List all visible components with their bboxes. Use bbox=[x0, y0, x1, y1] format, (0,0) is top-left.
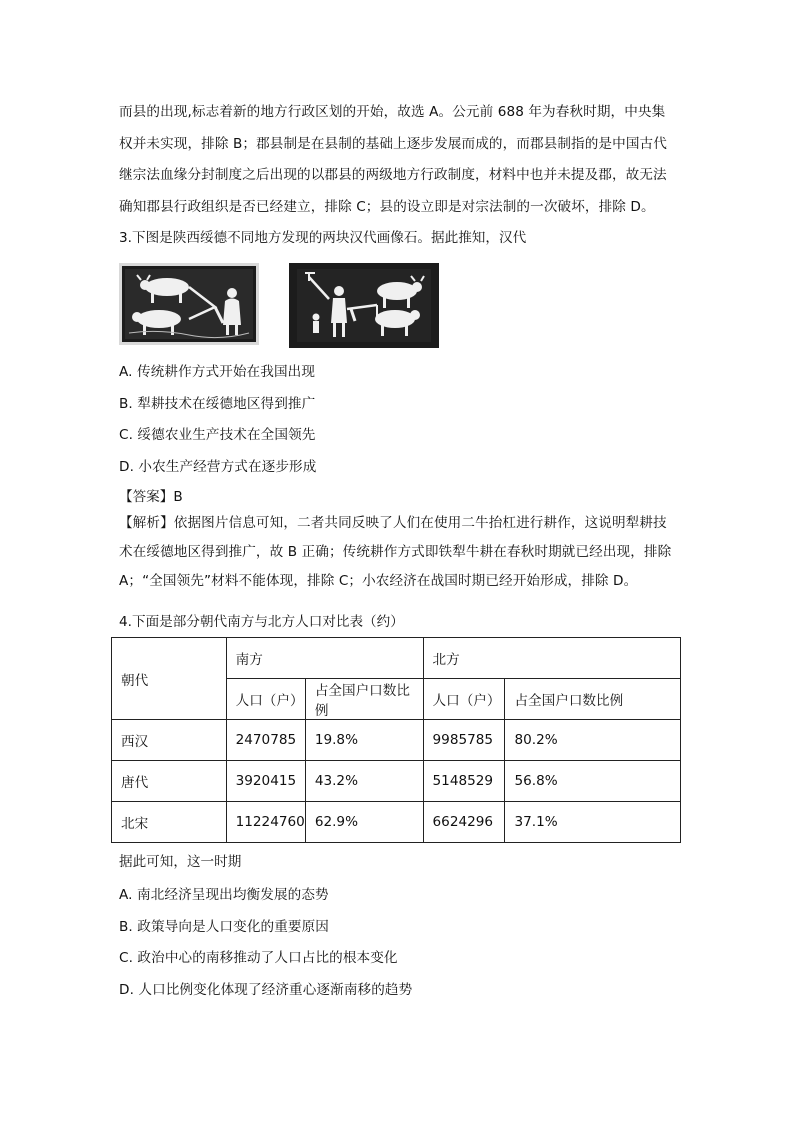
population-table bbox=[111, 637, 681, 843]
table-row bbox=[112, 761, 681, 802]
cell-south-pop: 11224760 bbox=[226, 802, 305, 843]
han-stone-relief-2 bbox=[289, 263, 439, 348]
q3-analysis bbox=[119, 509, 689, 596]
analysis-line: A；“全国领先”材料不能体现，排除 C；小农经济在战国时期已经开始形成，排除 D。 bbox=[119, 573, 638, 589]
subheader-north-pop: 人口（户） bbox=[423, 679, 505, 720]
cell-north-ratio: 56.8% bbox=[505, 761, 681, 802]
q4-followup: 据此可知，这一时期 bbox=[119, 854, 242, 870]
cell-south-ratio: 62.9% bbox=[305, 802, 423, 843]
cell-dynasty: 唐代 bbox=[112, 761, 227, 802]
analysis-line: 术在绥德地区得到推广，故 B 正确；传统耕作方式即铁犁牛耕在春秋时期就已经出现，排除 bbox=[119, 544, 672, 560]
intro-line: 而县的出现,标志着新的地方行政区划的开始，故选 A。公元前 688 年为春秋时期，中央集 bbox=[119, 104, 666, 120]
q3-option-a: A. 传统耕作方式开始在我国出现 bbox=[119, 364, 316, 380]
cell-north-ratio: 80.2% bbox=[505, 720, 681, 761]
cell-dynasty: 西汉 bbox=[112, 720, 227, 761]
q4-stem: 4.下面是部分朝代南方与北方人口对比表（约） bbox=[119, 614, 404, 630]
analysis-line: 【解析】依据图片信息可知，二者共同反映了人们在使用二牛抬杠进行耕作，这说明犁耕技 bbox=[119, 515, 667, 531]
q3-answer: 【答案】B bbox=[119, 489, 183, 505]
han-stone-relief-1 bbox=[119, 263, 259, 345]
intro-paragraph bbox=[119, 97, 689, 223]
q4-option-b: B. 政策导向是人口变化的重要原因 bbox=[119, 918, 329, 935]
q3-option-c: C. 绥德农业生产技术在全国领先 bbox=[119, 427, 316, 443]
cell-dynasty: 北宋 bbox=[112, 802, 227, 843]
q3-option-d: D. 小农生产经营方式在逐步形成 bbox=[119, 458, 317, 475]
header-south: 南方 bbox=[226, 638, 423, 679]
cell-south-pop: 3920415 bbox=[226, 761, 305, 802]
table-row bbox=[112, 720, 681, 761]
cell-north-pop: 9985785 bbox=[423, 720, 505, 761]
intro-line: 确知郡县行政组织是否已经建立，排除 C；县的设立即是对宗法制的一次破坏，排除 D。 bbox=[119, 198, 655, 215]
cell-north-ratio: 37.1% bbox=[505, 802, 681, 843]
intro-line: 权并未实现，排除 B；郡县制是在县制的基础上逐步发展而成的，而郡县制指的是中国古代 bbox=[119, 135, 667, 152]
table-row bbox=[112, 802, 681, 843]
q3-stem: 3.下图是陕西绥德不同地方发现的两块汉代画像石。据此推知，汉代 bbox=[119, 230, 527, 246]
cell-south-ratio: 19.8% bbox=[305, 720, 423, 761]
q3-option-b: B. 犁耕技术在绥德地区得到推广 bbox=[119, 395, 316, 412]
subheader-south-pop: 人口（户） bbox=[226, 679, 305, 720]
q3-options bbox=[119, 357, 689, 483]
q4-option-d: D. 人口比例变化体现了经济重心逐渐南移的趋势 bbox=[119, 981, 413, 998]
subheader-south-ratio: 占全国户口数比例 bbox=[305, 679, 423, 720]
subheader-north-ratio: 占全国户口数比例 bbox=[505, 679, 681, 720]
q4-options bbox=[119, 880, 689, 1006]
header-dynasty: 朝代 bbox=[112, 638, 227, 720]
header-north: 北方 bbox=[423, 638, 680, 679]
cell-north-pop: 5148529 bbox=[423, 761, 505, 802]
intro-line: 继宗法血缘分封制度之后出现的以郡县的两级地方行政制度，材料中也并未提及郡，故无法 bbox=[119, 167, 667, 183]
q4-option-c: C. 政治中心的南移推动了人口占比的根本变化 bbox=[119, 950, 398, 966]
cell-south-pop: 2470785 bbox=[226, 720, 305, 761]
cell-north-pop: 6624296 bbox=[423, 802, 505, 843]
q4-option-a: A. 南北经济呈现出均衡发展的态势 bbox=[119, 887, 329, 903]
cell-south-ratio: 43.2% bbox=[305, 761, 423, 802]
